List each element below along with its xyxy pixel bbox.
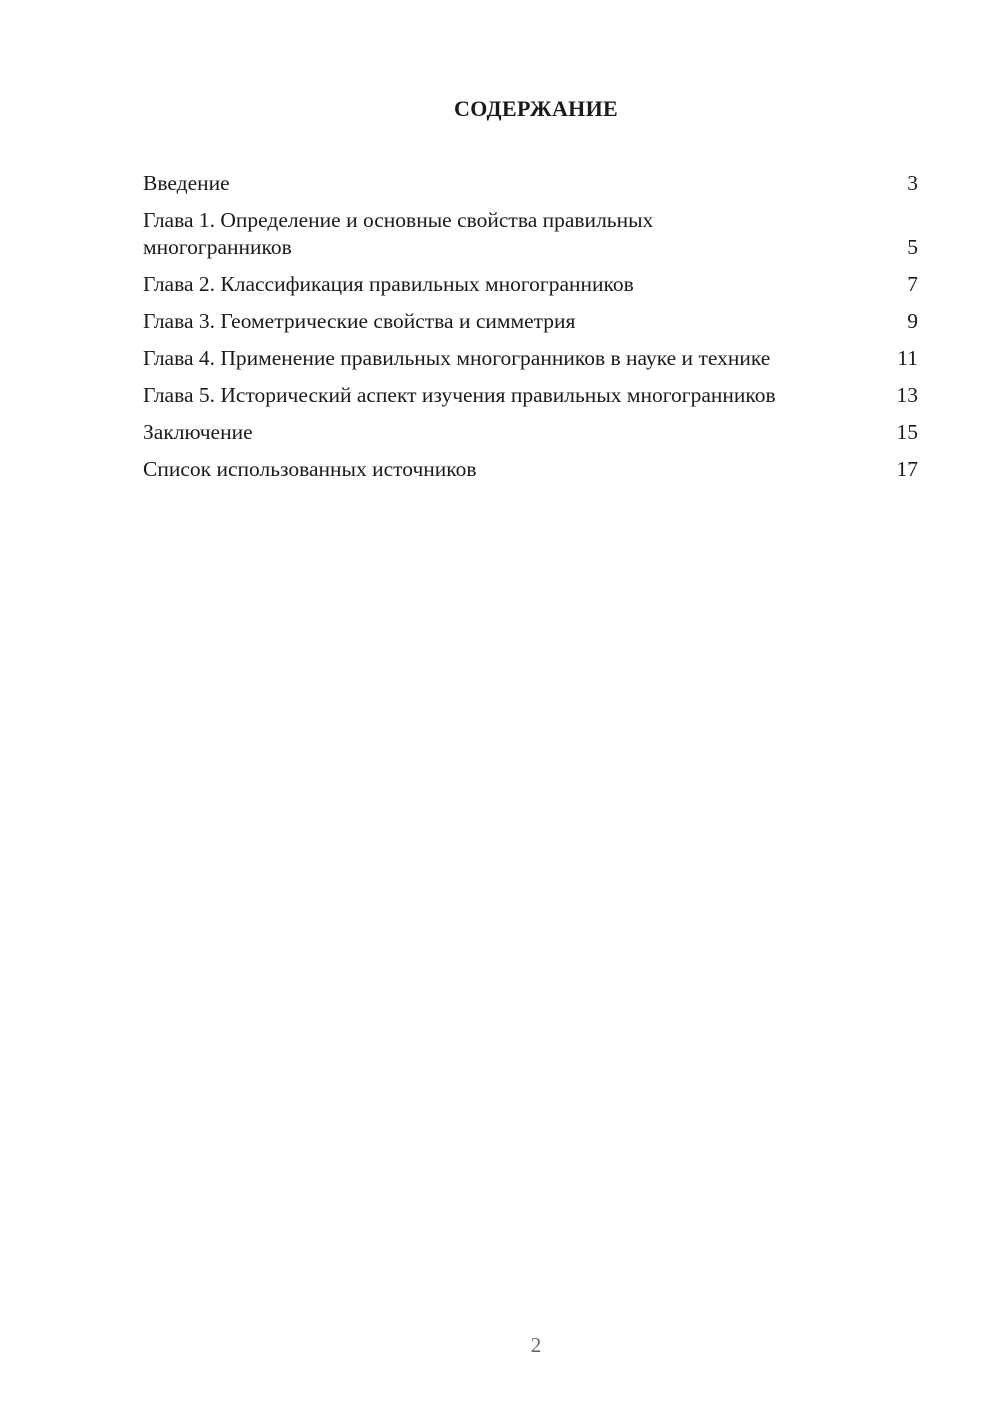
toc-entry-page: 17 (896, 457, 918, 481)
toc-entry-label: Введение (143, 171, 230, 195)
toc-entry-label: Список использованных источников (143, 457, 477, 481)
toc-entry-chapter-4[interactable] (143, 345, 918, 372)
toc-entry-page: 11 (897, 346, 918, 370)
toc-entry-page: 7 (907, 272, 918, 296)
toc-entry-chapter-5[interactable] (143, 382, 918, 409)
toc-entry-references[interactable] (143, 456, 918, 483)
toc-entry-label: Глава 5. Исторический аспект изучения правильных многогранников (143, 383, 776, 407)
toc-entry-chapter-3[interactable] (143, 308, 918, 335)
toc-entry-label: Заключение (143, 420, 253, 444)
toc-entry-introduction[interactable] (143, 170, 918, 197)
toc-heading: СОДЕРЖАНИЕ (454, 96, 618, 121)
toc-entry-page: 15 (896, 420, 918, 444)
toc-entry-page: 9 (907, 309, 918, 333)
table-of-contents (143, 170, 918, 493)
page-number: 2 (530, 1333, 542, 1357)
toc-entry-label: Глава 3. Геометрические свойства и симметрия (143, 309, 576, 333)
toc-entry-label: Глава 1. Определение и основные свойства правильных многогранников (143, 208, 654, 259)
toc-entry-label: Глава 2. Классификация правильных многогранников (143, 272, 634, 296)
toc-entry-conclusion[interactable] (143, 419, 918, 446)
toc-entry-page: 3 (907, 171, 918, 195)
toc-entry-page: 13 (896, 383, 918, 407)
toc-entry-page: 5 (907, 235, 918, 259)
toc-entry-chapter-1[interactable] (143, 207, 918, 261)
toc-entry-chapter-2[interactable] (143, 271, 918, 298)
toc-entry-label: Глава 4. Применение правильных многогранников в науке и технике (143, 346, 771, 370)
